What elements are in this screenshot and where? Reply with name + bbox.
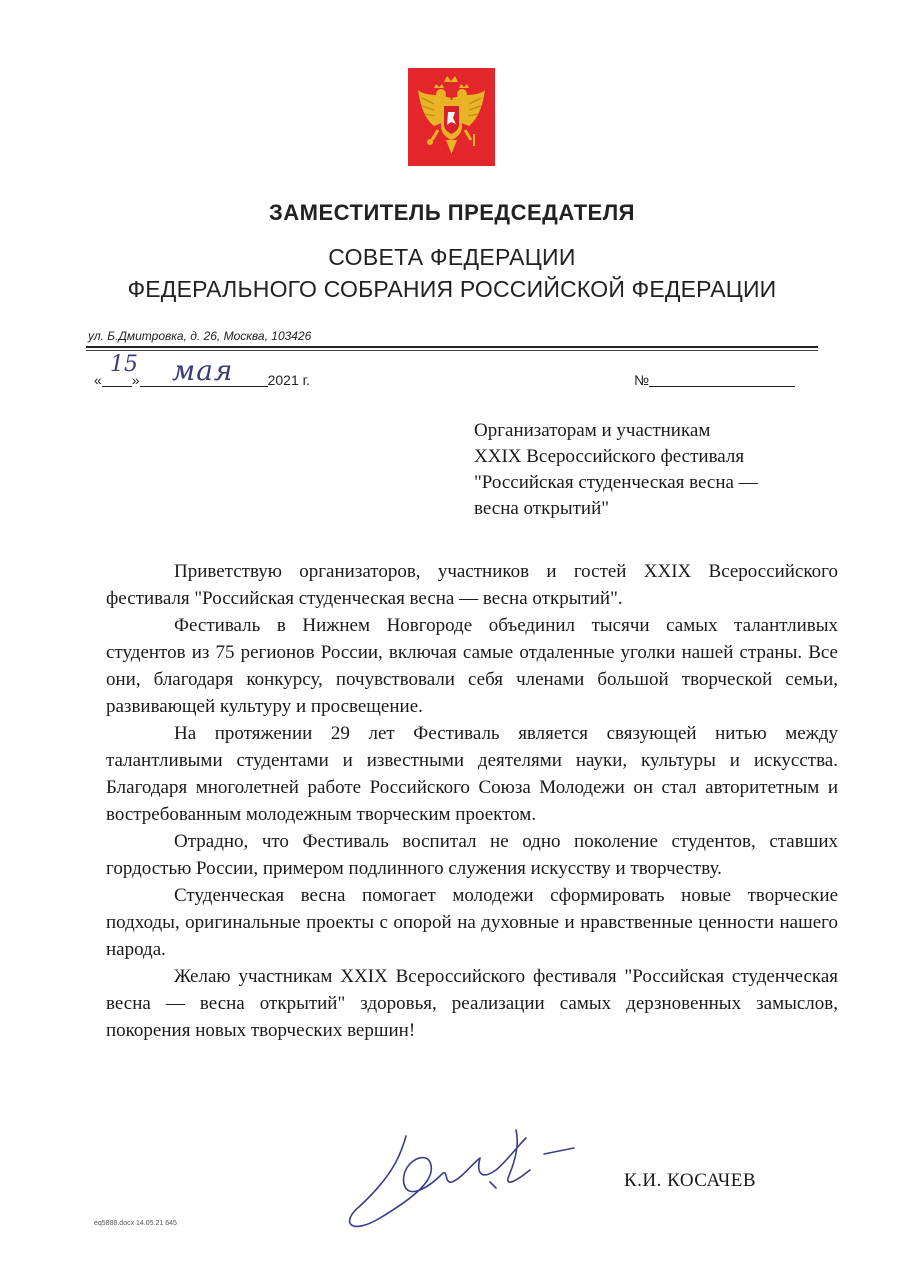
body-paragraph: Студенческая весна помогает молодежи сформировать новые творческие подходы, оригинальные проекты с опорой на духовные и нравственные ценности нашего народа. xyxy=(106,885,838,960)
date-close-quote: » xyxy=(131,372,140,388)
handwritten-day: 15 xyxy=(110,352,138,377)
document-number-blank xyxy=(649,372,795,387)
body-paragraph: Желаю участникам XXIX Всероссийского фестиваля "Российская студенческая весна — весна открытий" здоровья, реализации самых дерзновенных замыслов, покорения новых творческих вершин! xyxy=(106,966,838,1041)
body-paragraph: Фестиваль в Нижнем Новгороде объединил тысячи самых талантливых студентов из 75 регионов России, включая самые отдаленные уголки нашей страны. Все они, благодаря конкурсу, почувствовали себя членами большой творческой семьи, развивающей культуру и просвещение. xyxy=(106,615,838,717)
body-paragraph: На протяжении 29 лет Фестиваль является связующей нитью между талантливыми студентами и известными деятелями науки, культуры и искусства. Благодаря многолетней работе Российского Союза Молодежи он стал авторитетным и востребованным молодежным творческим проектом. xyxy=(106,723,838,825)
official-title: ЗАМЕСТИТЕЛЬ ПРЕДСЕДАТЕЛЯ xyxy=(269,200,635,225)
signer-name: К.И. КОСАЧЕВ xyxy=(624,1170,756,1191)
file-reference: eq5888.docx 14.05.21 645 xyxy=(94,1220,177,1227)
body-paragraph: Отрадно, что Фестиваль воспитал не одно поколение студентов, ставших гордостью России, примером подлинного служения искусству и творчеству. xyxy=(106,831,838,879)
date-open-quote: « xyxy=(94,372,102,388)
handwritten-signature xyxy=(330,1118,590,1238)
addressee-line: "Российская студенческая весна — xyxy=(474,472,758,493)
organization-line-1: СОВЕТА ФЕДЕРАЦИИ xyxy=(328,244,576,270)
document-number-label: № xyxy=(634,372,650,388)
date-year: 2021 г. xyxy=(267,372,310,388)
organization-line-2: ФЕДЕРАЛЬНОГО СОБРАНИЯ РОССИЙСКОЙ ФЕДЕРАЦИИ xyxy=(127,276,777,302)
addressee-block xyxy=(474,418,758,522)
addressee-line: Организаторам и участникам xyxy=(474,420,711,441)
document-number-line xyxy=(634,372,795,388)
letterhead-divider xyxy=(86,346,818,348)
letterhead-divider-thin xyxy=(86,350,818,351)
addressee-line: XXIX Всероссийского фестиваля xyxy=(474,446,745,467)
letterhead-address: ул. Б.Дмитровка, д. 26, Москва, 103426 xyxy=(88,329,312,343)
letter-body xyxy=(106,558,838,1044)
handwritten-month: мая xyxy=(172,354,234,387)
addressee-line: весна открытий" xyxy=(474,498,609,519)
russian-coat-of-arms-icon xyxy=(408,68,495,166)
body-paragraph: Приветствую организаторов, участников и гостей XXIX Всероссийского фестиваля "Российская студенческая весна — весна открытий". xyxy=(106,561,838,609)
